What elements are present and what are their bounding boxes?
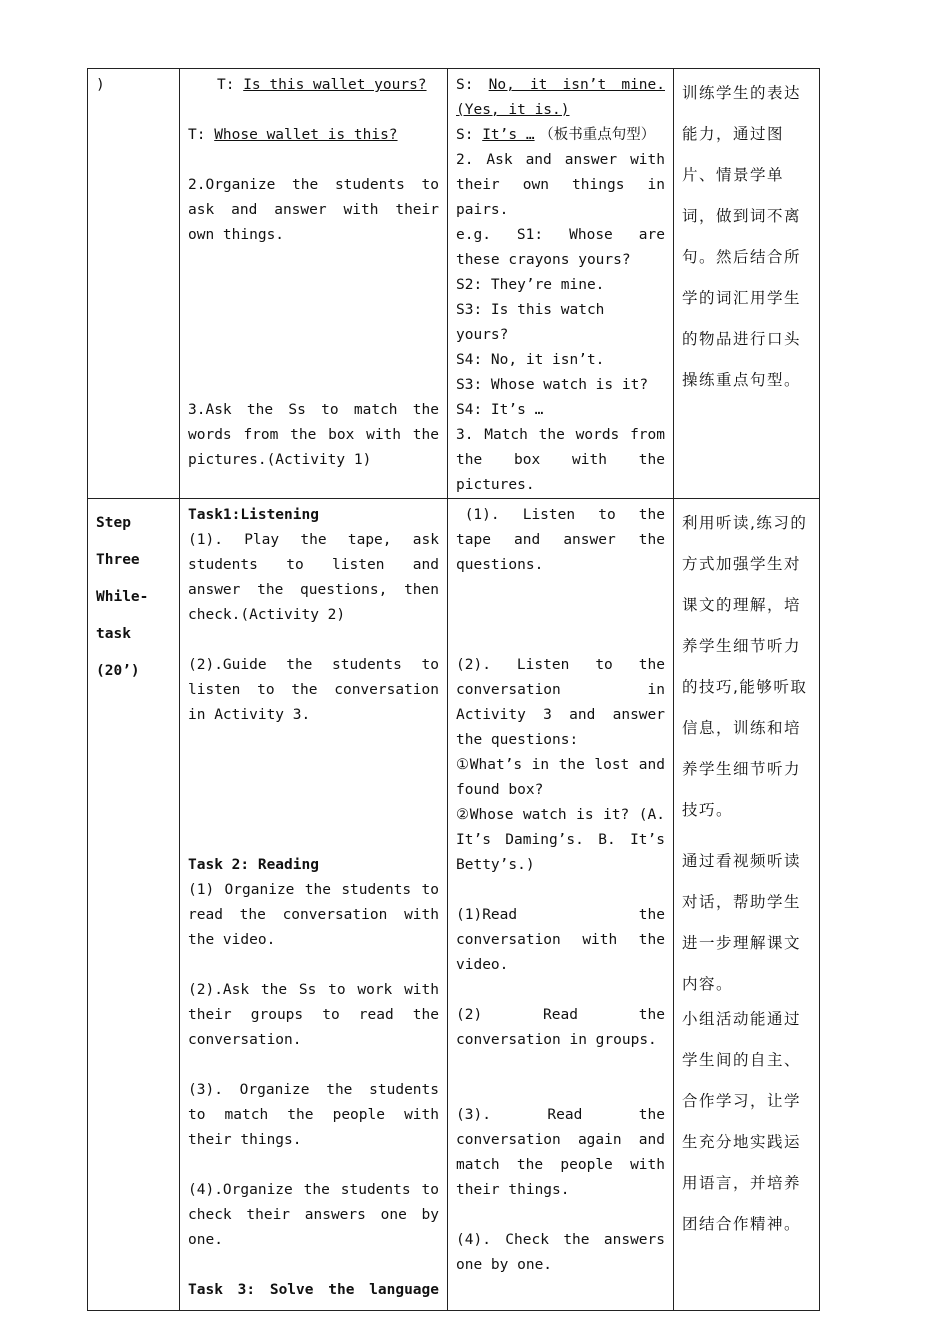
student-example-1: e.g. S1: Whose are these crayons yours? [456,227,665,268]
step-label: Step [96,515,131,531]
student-task2-step4: (4). Check the answers one by one. [456,1232,665,1273]
purpose-text: 训练学生的表达能力，通过图片、情景学单词，做到词不离句。然后结合所学的词汇用学生的物品进行口头操练重点句型。 [682,84,802,389]
step-duration: (20’) [96,663,140,679]
teacher-question-1: T: Is this wallet yours? [217,77,427,93]
student-activity-cell [448,499,674,1311]
teacher-task2-step2: (2).Ask the Ss to work with their groups to read the conversation. [188,982,439,1048]
student-example-3: S3: Is this watch yours? [456,302,605,343]
task3-title: Task 3: Solve the language [188,1282,439,1298]
table-row [88,69,820,499]
task1-title: Task1:Listening [188,507,319,523]
student-task1-step2: (2). Listen to the conversation in Activity 3 and answer the questions: [456,657,665,748]
teacher-activity-cell [180,499,448,1311]
teacher-item-3: 3.Ask the Ss to match the words from the box with the pictures.(Activity 1) [188,402,439,468]
purpose-cell [674,499,820,1311]
step-number: Three [96,552,140,568]
purpose-group: 小组活动能通过学生间的自主、合作学习，让学生充分地实践运用语言，并培养团结合作精神。 [682,1010,802,1233]
student-task2-step3: (3). Read the conversation again and match the people with their things. [456,1107,665,1198]
step-cell [88,499,180,1311]
teacher-task2-step4: (4).Organize the students to check their answers one by one. [188,1182,439,1248]
teacher-task1-step1: (1). Play the tape, ask students to listen and answer the questions, then check.(Activity 2) [188,532,439,623]
student-task2-step2: (2) Read the conversation in groups. [456,1007,665,1048]
question-1: ①What’s in the lost and found box? [456,757,665,798]
student-activity-cell [448,69,674,499]
student-task2-step1: (1)Read the conversation with the video. [456,907,665,973]
task2-title: Task 2: Reading [188,857,319,873]
student-item-3: 3. Match the words from the box with the pictures. [456,427,665,493]
student-example-2: S2: They’re mine. [456,277,605,293]
teacher-task2-step1: (1) Organize the students to read the conversation with the video. [188,882,439,948]
step-stage: While- [96,589,149,605]
student-example-6: S4: It’s … [456,402,544,418]
lesson-plan-table [87,68,820,1311]
student-answer-2: S: It’s … （板书重点句型） [456,127,656,143]
step-cell: ) [88,69,180,499]
question-2: ②Whose watch is it? (A. It’s Daming’s. B. It’s Betty’s.) [456,807,665,873]
purpose-video: 通过看视频听读对话，帮助学生进一步理解课文内容。 [682,852,802,993]
table-row [88,499,820,1311]
student-item-2: 2. Ask and answer with their own things in pairs. [456,152,665,218]
teacher-activity-cell [180,69,448,499]
student-answer-1: S: No, it isn’t mine. (Yes, it is.) [456,77,665,118]
purpose-cell [674,69,820,499]
step-stage-cont: task [96,626,131,642]
purpose-listening: 利用听读,练习的方式加强学生对课文的理解，培养学生细节听力的技巧,能够听取信息，训练和培养学生细节听力技巧。 [682,514,808,819]
student-task1-step1: (1). Listen to the tape and answer the questions. [456,507,665,573]
teacher-item-2: 2.Organize the students to ask and answer with their own things. [188,177,439,243]
teacher-question-2: T: Whose wallet is this? [188,127,398,143]
student-example-5: S3: Whose watch is it? [456,377,649,393]
teacher-task2-step3: (3). Organize the students to match the people with their things. [188,1082,439,1148]
teacher-task1-step2: (2).Guide the students to listen to the conversation in Activity 3. [188,657,439,723]
student-example-4: S4: No, it isn’t. [456,352,605,368]
